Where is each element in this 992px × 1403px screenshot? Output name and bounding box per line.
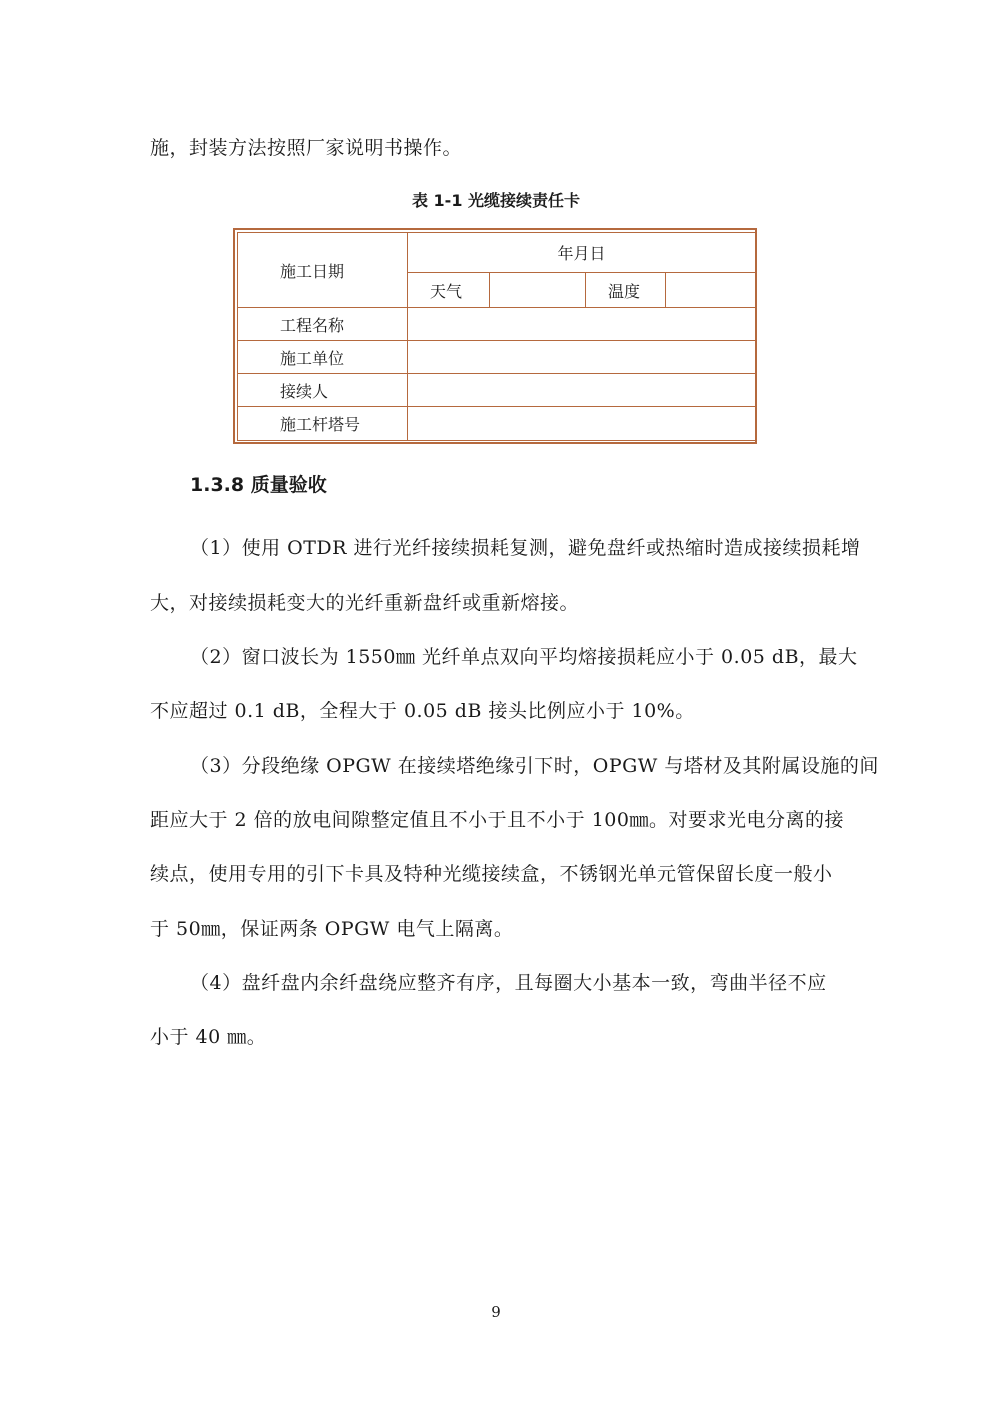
- weather-value-cell: [490, 273, 586, 308]
- tower-number-label: 施工杆塔号: [238, 407, 408, 441]
- paragraph-3-line-3: 续点，使用专用的引下卡具及特种光缆接续盒，不锈钢光单元管保留长度一般小: [150, 863, 833, 885]
- paragraph-3-line-4: 于 50㎜，保证两条 OPGW 电气上隔离。: [150, 918, 514, 940]
- paragraph-1-line-1: （1）使用 OTDR 进行光纤接续损耗复测，避免盘纤或热缩时造成接续损耗增: [190, 537, 861, 559]
- project-name-value: [408, 308, 756, 341]
- date-value-cell: 年月日: [408, 233, 756, 273]
- paragraph-3-line-1: （3）分段绝缘 OPGW 在接续塔绝缘引下时，OPGW 与塔材及其附属设施的间: [190, 755, 879, 777]
- splicer-value: [408, 374, 756, 407]
- splicer-label: 接续人: [238, 374, 408, 407]
- paragraph-4-line-1: （4）盘纤盘内余纤盘绕应整齐有序，且每圈大小基本一致，弯曲半径不应: [190, 972, 827, 994]
- intro-text-line: 施，封装方法按照厂家说明书操作。: [150, 137, 463, 159]
- tower-number-value: [408, 407, 756, 441]
- responsibility-table: [237, 232, 756, 441]
- temperature-value-cell: [666, 273, 756, 308]
- construction-unit-value: [408, 341, 756, 374]
- splice-responsibility-card: [233, 228, 757, 444]
- weather-label-cell: 天气: [408, 273, 490, 308]
- project-name-label: 工程名称: [238, 308, 408, 341]
- temperature-label-cell: 温度: [586, 273, 666, 308]
- paragraph-1-line-2: 大，对接续损耗变大的光纤重新盘纤或重新熔接。: [150, 592, 580, 614]
- paragraph-4-line-2: 小于 40 ㎜。: [150, 1026, 267, 1048]
- table-caption: 表 1-1 光缆接续责任卡: [411, 191, 581, 210]
- construction-unit-label: 施工单位: [238, 341, 408, 374]
- page-number: 9: [491, 1303, 501, 1321]
- section-heading: 1.3.8 质量验收: [190, 474, 327, 496]
- paragraph-2-line-2: 不应超过 0.1 dB，全程大于 0.05 dB 接头比例应小于 10%。: [150, 700, 695, 722]
- paragraph-3-line-2: 距应大于 2 倍的放电间隙整定值且不小于且不小于 100㎜。对要求光电分离的接: [150, 809, 844, 831]
- paragraph-2-line-1: （2）窗口波长为 1550㎜ 光纤单点双向平均熔接损耗应小于 0.05 dB，最大: [190, 646, 858, 668]
- date-label-cell: 施工日期: [238, 233, 408, 308]
